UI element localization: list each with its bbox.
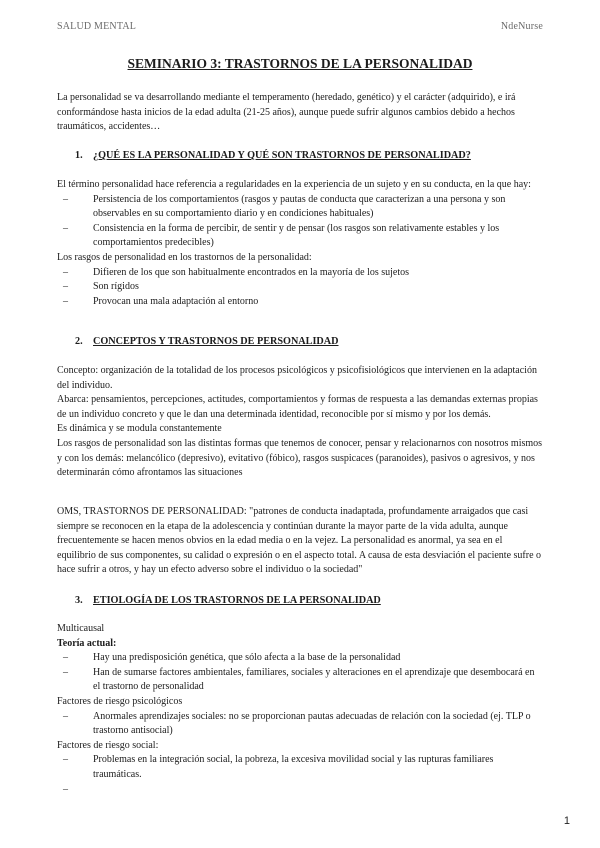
section-1-paragraph-2: Los rasgos de personalidad en los trastornos de la personalidad: bbox=[57, 251, 312, 263]
psico-label: Factores de riesgo psicológicos bbox=[57, 695, 183, 707]
section-3-body bbox=[57, 622, 543, 797]
list-item bbox=[93, 783, 543, 798]
section-2-body bbox=[57, 364, 543, 481]
list-item: – Difieren de los que son habitualmente encontrados en la mayoría de los sujetos bbox=[93, 266, 543, 281]
multicausal-label: Multicausal bbox=[57, 623, 105, 634]
section-2-title: CONCEPTOS Y TRASTORNOS DE PERSONALIDAD bbox=[93, 336, 339, 347]
section-3-heading bbox=[75, 594, 561, 609]
teoria-label: Teoría actual: bbox=[57, 637, 117, 649]
section-1-list-2 bbox=[57, 266, 543, 310]
traits-paragraph: Los rasgos de personalidad son las distintas formas que tenemos de conocer, pensar y relacionarnos con nosotros mismos y con los demás: melancólico (depresivo), evitativo (fóbico), rasgos suspicaces (paranoides), pasivos o agresivos, y nos determinarán cómo afrontamos las situaciones bbox=[57, 437, 543, 479]
intro-paragraph bbox=[57, 91, 543, 135]
running-header-left: SALUD MENTAL bbox=[57, 21, 137, 32]
section-1-body bbox=[57, 178, 543, 309]
list-item: – Persistencia de los comportamientos (rasgos y pautas de conducta que caracterizan a una persona y son observables en su comportamiento diario y en condiciones habituales) bbox=[93, 193, 543, 222]
running-header-right: NdeNurse bbox=[500, 21, 543, 32]
section-3-title: ETIOLOGÍA DE LOS TRASTORNOS DE LA PERSONALIDAD bbox=[93, 595, 381, 606]
section-3-number: 3. bbox=[75, 595, 83, 606]
section-1-heading bbox=[75, 149, 561, 164]
list-item: – Hay una predisposición genética, que sólo afecta a la base de la personalidad bbox=[93, 651, 543, 666]
dynamic-paragraph: Es dinámica y se modula constantemente bbox=[57, 423, 222, 435]
list-item: – Problemas en la integración social, la pobreza, la excesiva movilidad social y las rupturas familiares traumáticas. bbox=[93, 753, 543, 782]
psico-list bbox=[57, 710, 543, 739]
list-item: – Consistencia en la forma de percibir, de sentir y de pensar (los rasgos son relativamente estables y los comportamientos predecibles) bbox=[93, 222, 543, 251]
oms-definition bbox=[57, 505, 543, 578]
section-1-title: ¿QUÉ ES LA PERSONALIDAD Y QUÉ SON TRASTORNOS DE PERSONALIDAD? bbox=[93, 150, 471, 161]
section-2-number: 2. bbox=[75, 336, 83, 347]
list-item: – Son rígidos bbox=[93, 280, 543, 295]
section-1-paragraph-1: El término personalidad hace referencia a regularidades en la experiencia de un sujeto y en su conducta, en la que hay: bbox=[57, 179, 531, 190]
concept-paragraph: Concepto: organización de la totalidad de los procesos psicológicos y psicofisiológicos que intervienen en la adaptación del individuo. bbox=[57, 365, 537, 391]
list-item: – Han de sumarse factores ambientales, familiares, sociales y alteraciones en el aprendizaje que desembocará en el trastorno de personalidad bbox=[93, 666, 543, 695]
page-number: 1 bbox=[563, 815, 570, 827]
teoria-list bbox=[57, 651, 543, 695]
section-1-number: 1. bbox=[75, 150, 83, 161]
section-1-list-1 bbox=[57, 193, 543, 251]
social-label: Factores de riesgo social: bbox=[57, 739, 159, 751]
social-list bbox=[57, 753, 543, 797]
page-title: SEMINARIO 3: TRASTORNOS DE LA PERSONALIDAD bbox=[127, 56, 473, 71]
oms-paragraph: OMS, TRASTORNOS DE PERSONALIDAD: "patrones de conducta inadaptada, profundamente arraigados que casi siempre se reconocen en la etapa de la adolescencia y continúan durante la mayor parte de la vida adulta, aunque frecuentemente se hacen menos obvios en la edad media o en la vejez. La personalidad es anormal, ya sea en el equilibrio de sus componentes, su calidad o expresión o en el aspecto total. A causa de esta desviación el paciente sufre o hace sufrir a otros, y hay un efecto adverso sobre el individuo o la sociedad" bbox=[57, 506, 542, 576]
abarca-paragraph: Abarca: pensamientos, percepciones, actitudes, comportamientos y formas de respuesta a las demandas externas propias de un individuo concreto y que le dan una determinada identidad, reconocible por sí mismo y por los demás. bbox=[57, 394, 538, 420]
section-2-heading bbox=[75, 335, 561, 350]
list-item: – Provocan una mala adaptación al entorno bbox=[93, 295, 543, 310]
intro-text: La personalidad se va desarrollando mediante el temperamento (heredado, genético) y el carácter (adquirido), e irá conformándose hasta inicios de la edad adulta (21-25 años), aunque puede sufrir algunos cambios debido a hechos traumáticos, accidentes… bbox=[57, 92, 516, 133]
list-item: – Anormales aprendizajes sociales: no se proporcionan pautas adecuadas de relación con la sociedad (ej. TLP o trastorno antisocial) bbox=[93, 710, 543, 739]
